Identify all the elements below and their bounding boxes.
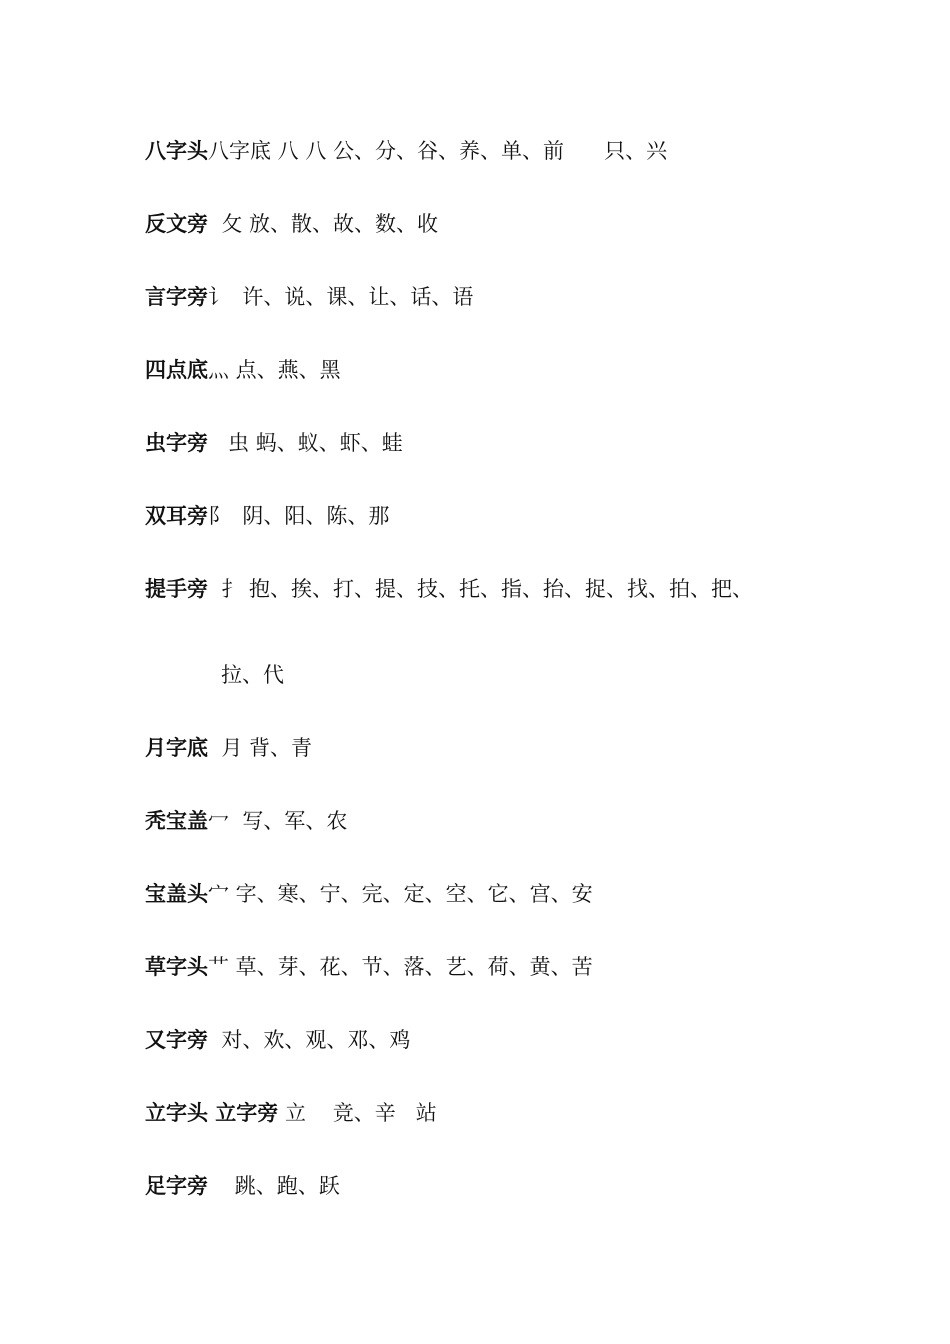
radical-name: 月字底 bbox=[145, 736, 208, 760]
radical-name: 草字头 bbox=[145, 955, 208, 979]
radical-name: 言字旁 bbox=[145, 285, 208, 309]
radical-examples: 攵 放、散、故、数、收 bbox=[208, 212, 439, 236]
radical-name: 四点底 bbox=[145, 358, 208, 382]
radical-line-chong bbox=[145, 428, 403, 458]
radical-line-ba bbox=[145, 136, 667, 166]
radical-line-zu bbox=[145, 1171, 340, 1201]
radical-examples: 讠 许、说、课、让、话、语 bbox=[208, 285, 474, 309]
radical-line-sidian bbox=[145, 355, 341, 385]
radical-name: 秃宝盖 bbox=[145, 809, 208, 833]
radical-examples: 拉、代 bbox=[221, 663, 284, 687]
radical-examples: 对、欢、观、邓、鸡 bbox=[208, 1028, 411, 1052]
radical-examples: 扌 抱、挨、打、提、技、托、指、抬、捉、找、拍、把、 bbox=[208, 577, 754, 601]
radical-name: 立字头 立字旁 bbox=[145, 1101, 279, 1125]
radical-line-tubaogai bbox=[145, 806, 347, 836]
radical-name: 双耳旁 bbox=[145, 504, 208, 528]
radical-line-cao bbox=[145, 952, 593, 982]
radical-line-tishou bbox=[145, 574, 753, 604]
radical-examples: 八字底 八 八 公、分、谷、养、单、前 只、兴 bbox=[208, 139, 668, 163]
radical-name: 反文旁 bbox=[145, 212, 208, 236]
radical-line-li bbox=[145, 1098, 437, 1128]
radical-line-tishou-continued bbox=[221, 660, 284, 690]
radical-line-baogai bbox=[145, 879, 593, 909]
radical-examples: 立 竞、辛 站 bbox=[278, 1101, 437, 1125]
radical-line-fanwen bbox=[145, 209, 438, 239]
radical-name: 足字旁 bbox=[145, 1174, 208, 1198]
radical-examples: 宀 字、寒、宁、完、定、空、它、宫、安 bbox=[208, 882, 593, 906]
radical-name: 虫字旁 bbox=[145, 431, 208, 455]
radical-line-yue bbox=[145, 733, 312, 763]
radical-name: 宝盖头 bbox=[145, 882, 208, 906]
radical-name: 八字头 bbox=[145, 139, 208, 163]
radical-name: 又字旁 bbox=[145, 1028, 208, 1052]
radical-examples: 艹 草、芽、花、节、落、艺、荷、黄、苦 bbox=[208, 955, 593, 979]
radical-name: 提手旁 bbox=[145, 577, 208, 601]
radical-line-you bbox=[145, 1025, 410, 1055]
radical-examples: 月 背、青 bbox=[208, 736, 313, 760]
radical-examples: 虫 蚂、蚁、虾、蛙 bbox=[208, 431, 403, 455]
radical-examples: 灬 点、燕、黑 bbox=[208, 358, 341, 382]
radical-line-shuanger bbox=[145, 501, 389, 531]
radical-examples: 冖 写、军、农 bbox=[208, 809, 348, 833]
radical-examples: 跳、跑、跃 bbox=[208, 1174, 340, 1198]
radical-line-yan bbox=[145, 282, 473, 312]
radical-examples: 阝 阴、阳、陈、那 bbox=[208, 504, 390, 528]
